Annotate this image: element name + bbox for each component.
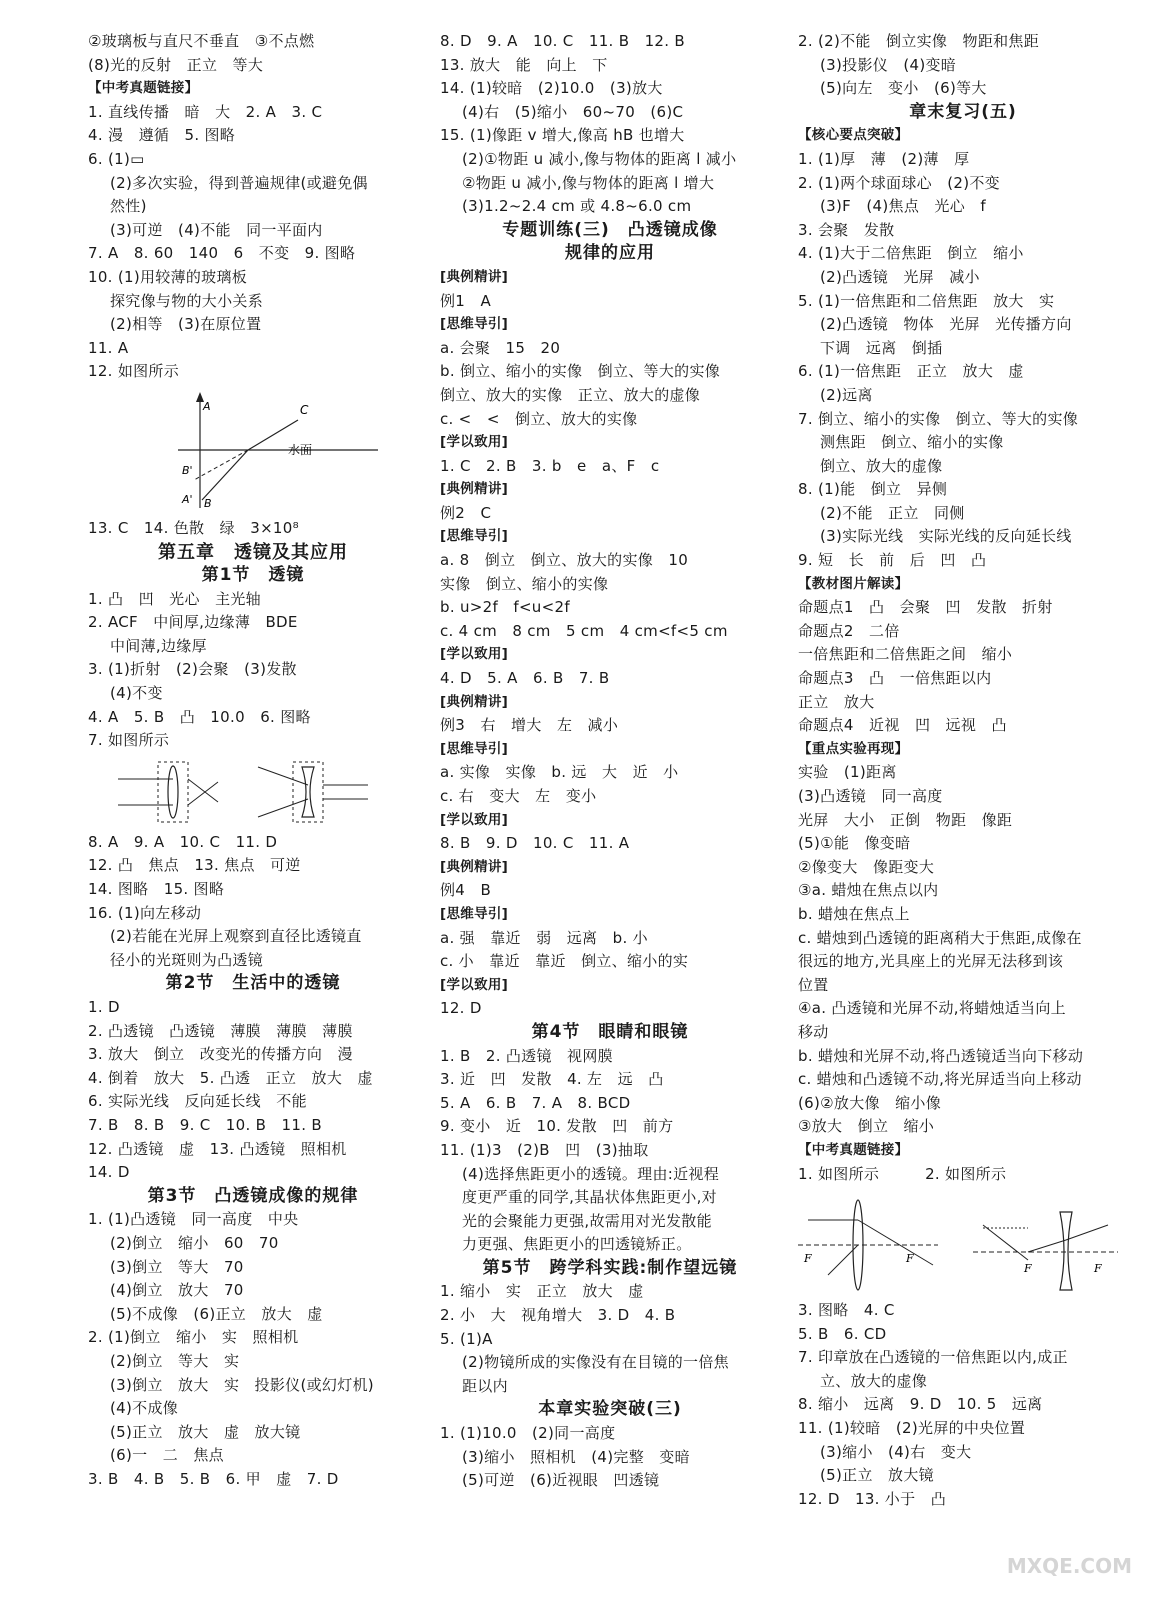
answer-line: 14. 图略 15. 图略 [88,880,225,899]
answer-line: 1. (1)10.0 (2)同一高度 [440,1424,616,1443]
answer-line: 12. D [440,999,482,1018]
answer-line: 命题点4 近视 凹 远视 凸 [798,716,1007,735]
answer-line: 8. D 9. A 10. C 11. B 12. B [440,32,685,50]
label-f: F [1094,1262,1102,1276]
answer-line: 7. A 8. 60 140 6 不变 9. 图略 [88,244,356,263]
answer-line: c. 蜡烛到凸透镜的距离稍大于焦距,成像在 [798,928,1082,947]
answer-line: 6. (1)一倍焦距 正立 放大 虚 [798,362,1024,381]
answer-line: 实验 (1)距离 [798,763,897,782]
answer-line: 命题点3 凸 一倍焦距以内 [798,669,992,688]
answer-line: 实像 倒立、缩小的实像 [440,574,609,593]
answer-line: (3)可逆 (4)不能 同一平面内 [110,220,323,239]
answer-line: ③放大 倒立 缩小 [798,1117,935,1136]
answer-line: 3. 图略 4. C [798,1301,895,1320]
answer-line: 然性) [110,197,147,216]
section-heading: 第2节 生活中的透镜 [165,973,341,994]
section-heading: 第5节 跨学科实践:制作望远镜 [482,1257,738,1278]
answer-line: (2)倒立 缩小 60 70 [110,1233,279,1252]
answer-line: 3. (1)折射 (2)会聚 (3)发散 [88,660,297,679]
answer-line: 例4 B [440,881,492,900]
answer-line: 12. D 13. 小于 凸 [798,1489,946,1508]
answer-line: 度更严重的同学,其晶状体焦距更小,对 [462,1188,717,1207]
subsection-label: 【中考真题链接】 [798,1141,909,1158]
answer-line: b. 倒立、缩小的实像 倒立、等大的实像 [440,362,721,381]
subsection-label: [学以致用] [440,646,509,663]
answer-line: 4. A 5. B 凸 10.0 6. 图略 [88,707,311,726]
answer-line: 正立 放大 [798,692,875,711]
answer-line: (3)倒立 放大 实 投影仪(或幻灯机) [110,1375,374,1394]
answer-line: (3)缩小 照相机 (4)完整 变暗 [462,1447,690,1466]
answer-line: (4)倒立 放大 70 [110,1281,244,1300]
answer-line: (2)倒立 等大 实 [110,1351,240,1370]
answer-line: (5)不成像 (6)正立 放大 虚 [110,1304,323,1323]
answer-line: ②像变大 像距变大 [798,857,935,876]
chapter-heading: 第五章 透镜及其应用 [158,541,348,563]
answer-line: (2)凸透镜 光屏 减小 [820,267,980,286]
answer-line: (3)投影仪 (4)变暗 [820,55,957,74]
answer-line: 1. D [88,998,120,1016]
answer-line: 7. 如图所示 [88,731,170,750]
answer-line: 5. (1)一倍焦距和二倍焦距 放大 实 [798,291,1055,310]
answer-line: ④a. 凸透镜和光屏不动,将蜡烛适当向上 [798,999,1066,1018]
subsection-label: [典例精讲] [440,268,509,285]
answer-line: (5)可逆 (6)近视眼 凹透镜 [462,1471,660,1490]
label-b: B [204,496,212,510]
answer-line: 6. (1)▭ [88,149,145,168]
answer-line: 距以内 [462,1376,508,1395]
answer-line: 3. B 4. B 5. B 6. 甲 虚 7. D [88,1469,339,1488]
answer-line: (4)选择焦距更小的透镜。理由:近视程 [462,1164,720,1183]
answer-line: 2. 凸透镜 凸透镜 薄膜 薄膜 薄膜 [88,1021,353,1040]
answer-line: 1. (1)厚 薄 (2)薄 厚 [798,149,970,168]
answer-line: (5)①能 像变暗 [798,834,911,853]
subsection-label: [典例精讲] [440,481,509,498]
answer-line: 16. (1)向左移动 [88,903,202,922]
answer-line: (4)不变 [110,684,163,703]
answer-line: 光屏 大小 正倒 物距 像距 [798,810,1013,829]
answer-line: 8. B 9. D 10. C 11. A [440,834,630,853]
label-c: C [300,402,309,417]
answer-line: (3)1.2~2.4 cm 或 4.8~6.0 cm [462,197,692,216]
section-heading: 章末复习(五) [909,101,1017,122]
label-a: A [203,399,211,413]
answer-line: 7. 倒立、缩小的实像 倒立、等大的实像 [798,409,1079,428]
answer-line: (3)倒立 等大 70 [110,1257,244,1276]
answer-line: (4)右 (5)缩小 60~70 (6)C [462,102,684,121]
answer-line: 例1 A [440,291,492,310]
answer-line: c. 蜡烛和凸透镜不动,将光屏适当向上移动 [798,1070,1082,1089]
answer-line: (2)远离 [820,385,873,404]
answer-line: c. 右 变大 左 变小 [440,787,597,805]
answer-line: 4. D 5. A 6. B 7. B [440,669,610,688]
answer-line: 中间薄,边缘厚 [110,636,207,655]
label-f: F [1024,1262,1032,1276]
answer-line: 力更强、焦距更小的凹透镜矫正。 [462,1235,692,1254]
answer-line: 立、放大的虚像 [820,1371,928,1390]
answer-line: 8. A 9. A 10. C 11. D [88,832,278,851]
answer-line: c. < < 倒立、放大的实像 [440,409,638,428]
answer-line: 7. 印章放在凸透镜的一倍焦距以内,成正 [798,1348,1068,1367]
answer-line: ②玻璃板与直尺不垂直 ③不点燃 [88,32,315,50]
answer-line: 8. 缩小 远离 9. D 10. 5 远离 [798,1395,1043,1414]
answer-line: 12. 如图所示 [88,362,180,381]
answer-line: 例3 右 增大 左 减小 [440,716,619,735]
section-heading: 第4节 眼睛和眼镜 [531,1021,689,1042]
answer-line: 命题点2 二倍 [798,621,900,640]
answer-line: (3)缩小 (4)右 变大 [820,1442,972,1461]
answer-line: (2)多次实验，得到普遍规律(或避免偶 [110,173,368,192]
section-heading: 第1节 透镜 [201,565,305,586]
answer-line: 6. 实际光线 反向延长线 不能 [88,1092,307,1111]
subsection-label: [典例精讲] [440,858,509,875]
answer-line: 14. (1)较暗 (2)10.0 (3)放大 [440,79,663,98]
answer-line: 倒立、放大的实像 正立、放大的虚像 [440,385,701,404]
subsection-label: 【中考真题链接】 [88,80,199,97]
lenses-diagram [118,757,388,827]
answer-line: 13. C 14. 色散 绿 3×10⁸ [88,518,299,537]
answer-line: (5)向左 变小 (6)等大 [820,79,987,98]
section-heading: 本章实验突破(三) [538,1399,682,1420]
answer-line: 11. (1)较暗 (2)光屏的中央位置 [798,1419,1026,1438]
answer-line: 12. 凸 焦点 13. 焦点 可逆 [88,856,301,875]
subsection-label: [思维导引] [440,528,509,545]
answer-line: (2)不能 正立 同侧 [820,503,965,522]
answer-line: 2. (1)两个球面球心 (2)不变 [798,173,1000,192]
answer-line: 2. (1)倒立 缩小 实 照相机 [88,1328,299,1347]
label-f: F [906,1252,914,1266]
answer-line: (8)光的反射 正立 等大 [88,55,264,74]
answer-line: 13. 放大 能 向上 下 [440,55,608,74]
answer-line: 一倍焦距和二倍焦距之间 缩小 [798,645,1013,664]
answer-line: 1. 如图所示 2. 如图所示 [798,1164,1007,1183]
subsection-label: [学以致用] [440,976,509,993]
label-a-prime: A' [182,492,193,506]
subsection-label: [思维导引] [440,316,509,333]
answer-line: 10. (1)用较薄的玻璃板 [88,267,248,286]
answer-line: 例2 C [440,503,492,522]
answer-line: (6)一 二 焦点 [110,1446,224,1465]
answer-line: 4. (1)大于二倍焦距 倒立 缩小 [798,244,1024,263]
subsection-label: [典例精讲] [440,693,509,710]
answer-line: 7. B 8. B 9. C 10. B 11. B [88,1115,322,1134]
answer-line: (4)不成像 [110,1399,179,1418]
answer-line: 2. (2)不能 倒立实像 物距和焦距 [798,32,1040,50]
answer-line: 5. B 6. CD [798,1324,887,1343]
answer-line: b. 蜡烛在焦点上 [798,904,910,923]
subsection-label: 【重点实验再现】 [798,740,909,757]
answer-line: 2. 小 大 视角增大 3. D 4. B [440,1306,676,1325]
answer-line: (5)正立 放大 虚 放大镜 [110,1422,301,1441]
answer-line: 9. 短 长 前 后 凹 凸 [798,551,987,570]
answer-line: 3. 近 凹 发散 4. 左 远 凸 [440,1070,664,1089]
answer-line: a. 8 倒立 倒立、放大的实像 10 [440,551,689,570]
answer-line: 1. B 2. 凸透镜 视网膜 [440,1046,613,1065]
subsection-label: [学以致用] [440,434,509,451]
answer-line: 径小的光斑则为凸透镜 [110,950,264,969]
answer-line: 5. A 6. B 7. A 8. BCD [440,1093,631,1112]
answer-line: 11. A [88,338,129,357]
answer-column-3 [798,30,1128,1511]
answer-line: 12. 凸透镜 虚 13. 凸透镜 照相机 [88,1139,347,1158]
answer-line: b. u>2f f<u<2f [440,598,570,617]
subsection-label: [思维导引] [440,905,509,922]
answer-line: (2)相等 (3)在原位置 [110,315,262,334]
answer-column-1 [88,30,418,1491]
answer-line: 移动 [798,1022,829,1041]
answer-line: 命题点1 凸 会聚 凹 发散 折射 [798,598,1053,617]
answer-line: 14. D [88,1163,130,1182]
answer-line: 2. ACF 中间厚,边缘薄 BDE [88,613,298,632]
answer-column-2 [440,30,780,1493]
watermark-logo [1007,1554,1132,1578]
answer-line: a. 会聚 15 20 [440,338,561,357]
subsection-label: [学以致用] [440,811,509,828]
answer-line: c. 4 cm 8 cm 5 cm 4 cm<f<5 cm [440,621,728,640]
answer-line: 5. (1)A [440,1329,493,1348]
watermark-text: MXQE.COM [1006,1554,1132,1578]
section-heading: 第3节 凸透镜成像的规律 [147,1185,359,1206]
answer-line: (6)②放大像 缩小像 [798,1093,941,1112]
answer-line: 探究像与物的大小关系 [110,291,264,310]
answer-line: (2)物镜所成的实像没有在目镜的一倍焦 [462,1353,729,1372]
answer-line: (2)①物距 u 减小,像与物体的距离 l 减小 [462,149,737,168]
answer-line: 4. 倒着 放大 5. 凸透 正立 放大 虚 [88,1068,373,1087]
label-b-prime: B' [182,463,193,477]
answer-line: 9. 变小 近 10. 发散 凹 前方 [440,1117,674,1136]
subsection-label: 【教材图片解读】 [798,575,909,592]
answer-line: 1. 直线传播 暗 大 2. A 3. C [88,102,323,121]
answer-line: 3. 会聚 发散 [798,220,895,239]
answer-line: 下调 远离 倒插 [820,338,943,357]
answer-line: 1. 凸 凹 光心 主光轴 [88,589,261,608]
subsection-label: 【核心要点突破】 [798,127,909,144]
answer-line: b. 蜡烛和光屏不动,将凸透镜适当向下移动 [798,1046,1084,1065]
answer-line: (3)实际光线 实际光线的反向延长线 [820,527,1072,546]
answer-line: (5)正立 放大镜 [820,1466,934,1485]
answer-line: 1. (1)凸透镜 同一高度 中央 [88,1210,299,1229]
answer-line: 很远的地方,光具座上的光屏无法移到该 [798,952,1064,971]
answer-line: c. 小 靠近 靠近 倒立、缩小的实 [440,952,689,971]
answer-line: (3)凸透镜 同一高度 [798,787,943,805]
answer-line: ③a. 蜡烛在焦点以内 [798,881,939,900]
answer-line: ②物距 u 减小,像与物体的距离 l 增大 [462,173,715,192]
section-heading: 规律的应用 [565,243,655,264]
answer-line: (3)F (4)焦点 光心 f [820,197,986,216]
answer-line: 测焦距 倒立、缩小的实像 [820,433,1004,452]
answer-line: 1. 缩小 实 正立 放大 虚 [440,1282,644,1301]
answer-line: 8. (1)能 倒立 异侧 [798,480,948,499]
answer-line: 3. 放大 倒立 改变光的传播方向 漫 [88,1045,353,1064]
answer-line: 光的会聚能力更强,故需用对光发散能 [462,1211,712,1230]
section-heading: 专题训练(三) 凸透镜成像 [502,219,718,240]
exam-diagram [798,1190,1118,1295]
answer-line: a. 实像 实像 b. 远 大 近 小 [440,763,679,782]
answer-line: (2)凸透镜 物体 光屏 光传播方向 [820,315,1072,334]
answer-line: a. 强 靠近 弱 远离 b. 小 [440,928,648,947]
subsection-label: [思维导引] [440,740,509,757]
answer-line: 4. 漫 遵循 5. 图略 [88,126,236,145]
answer-line: 1. C 2. B 3. b e a、F c [440,456,660,475]
answer-line: (2)若能在光屏上观察到直径比透镜直 [110,927,362,946]
refraction-diagram [168,388,388,513]
answer-line: 15. (1)像距 v 增大,像高 hB 也增大 [440,126,685,145]
answer-line: 位置 [798,975,829,994]
answer-line: 倒立、放大的虚像 [820,456,943,475]
label-f: F [804,1252,812,1266]
label-water-surface: 水面 [288,442,313,457]
answer-line: 11. (1)3 (2)B 凹 (3)抽取 [440,1140,649,1159]
